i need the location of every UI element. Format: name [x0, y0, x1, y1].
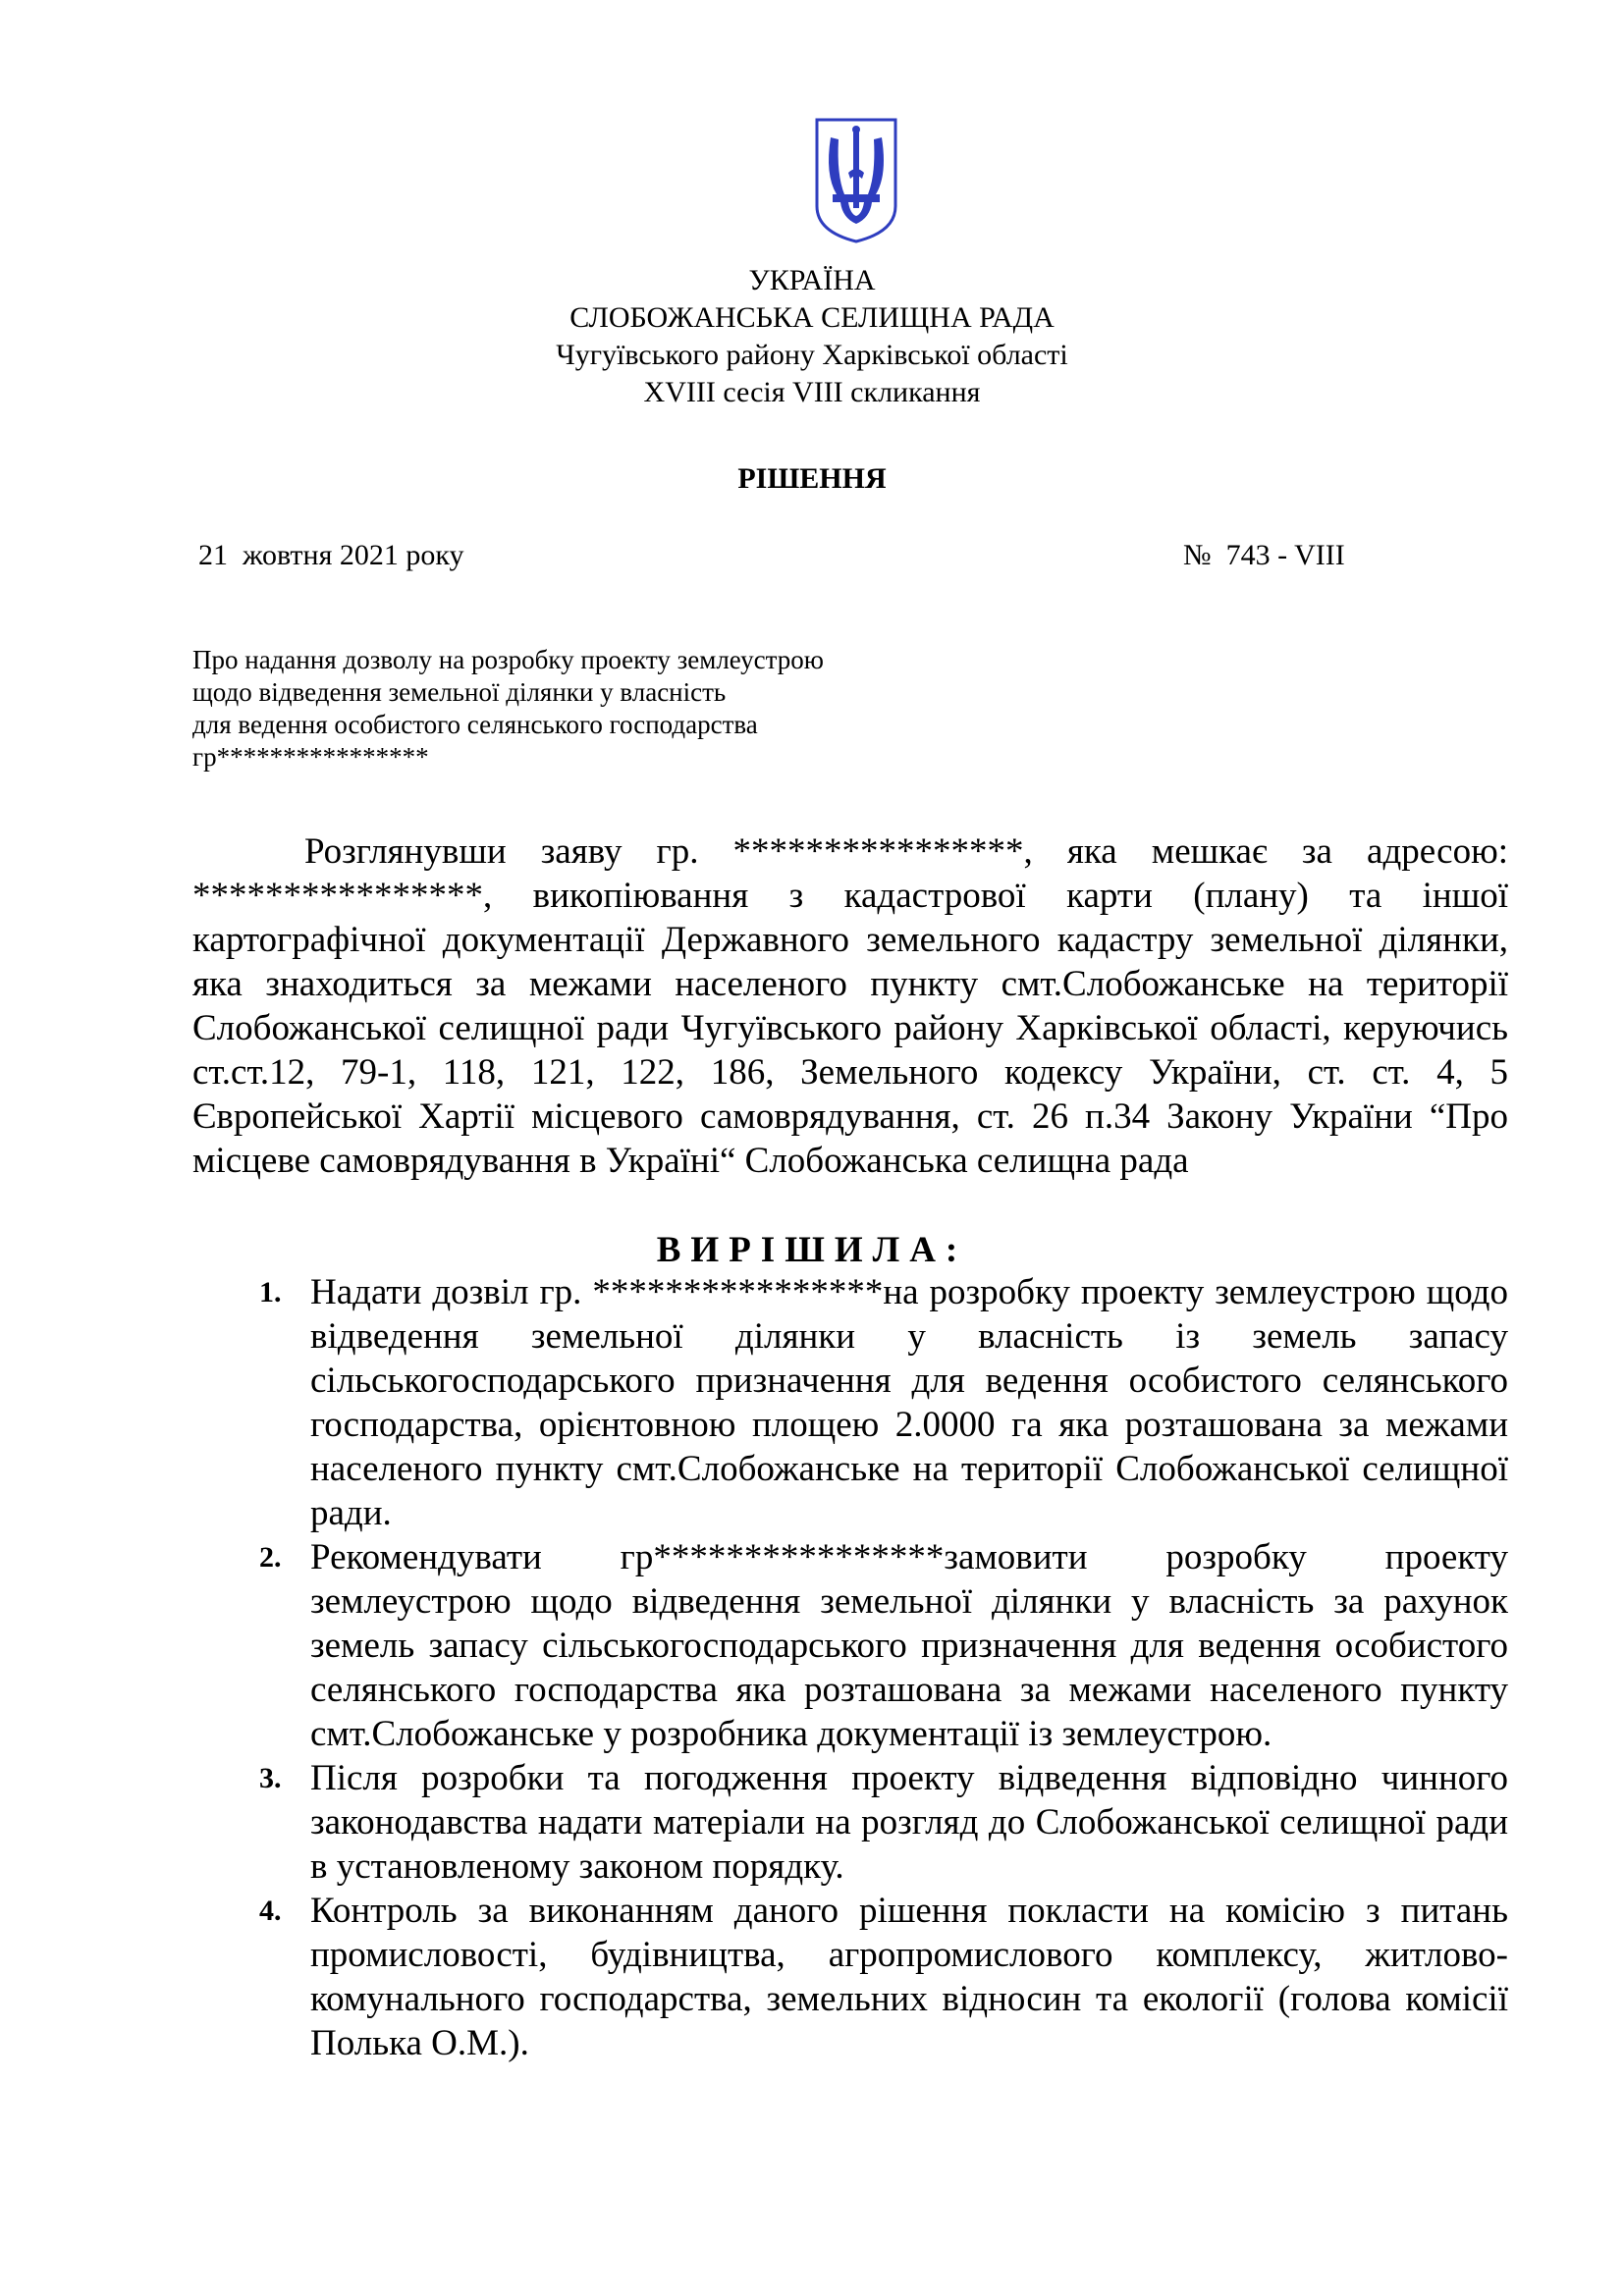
item-text: Контроль за виконанням даного рішення покласти на комісію з питань промисловості, будівництва, агропромислового комплексу, житлово-комунального господарства, земельних відносин та екології (голова комісії Полька О.М.).: [310, 1891, 1508, 2063]
item-number: 4.: [259, 1895, 282, 1927]
item-text: Після розробки та погодження проекту відведення відповідно чинного законодавства надати матеріали на розгляд до Слобожанської селищної ради в установленому законом порядку.: [310, 1758, 1508, 1887]
list-item: [192, 1535, 1508, 1756]
item-text: Рекомендувати гр****************замовити розробку проекту землеустрою щодо відведення земельної ділянки у власність за рахунок земель запасу сільськогосподарського призначення для ведення особистого селянського господарства яка розташована за межами населеного пункту смт.Слобожанське у розробника документації із землеустрою.: [310, 1537, 1508, 1754]
council-name: СЛОБОЖАНСЬКА СЕЛИЩНА РАДА: [569, 301, 1055, 334]
list-item: [192, 1889, 1508, 2065]
list-item: [192, 1756, 1508, 1889]
decision-title: РІШЕННЯ: [737, 462, 887, 495]
coat-of-arms-icon: [813, 116, 899, 245]
country-name: УКРАЇНА: [748, 264, 876, 296]
subject-line: для ведення особистого селянського господарства: [192, 710, 758, 739]
list-item: [192, 1270, 1508, 1535]
decision-number: № 743 - VІІІ: [1183, 539, 1345, 571]
district-name: Чугуївського району Харківської області: [556, 339, 1068, 371]
subject-line: Про надання дозволу на розробку проекту землеустрою: [192, 645, 824, 674]
preamble-paragraph: Розглянувши заяву гр. ****************, яка мешкає за адресою: ****************, викопіювання з кадастрової карти (плану) та іншої картографічної документації Державного земельного кадастру земельної ділянки, яка знаходиться за межами населеного пункту смт.Слобожанське на території Слобожанської селищної ради Чугуївського району Харківської області, керуючись ст.ст.12, 79-1, 118, 121, 122, 186, Земельного кодексу України, ст. ст. 4, 5 Європейської Хартії місцевого самоврядування, ст. 26 п.34 Закону України “Про місцеве самоврядування в Україні“ Слобожанська селищна рада: [192, 831, 1508, 1181]
session-name: XVIII сесія VIII скликання: [643, 376, 981, 408]
item-number: 1.: [259, 1276, 282, 1308]
item-number: 2.: [259, 1541, 282, 1574]
resolved-heading: ВИРІШИЛА:: [656, 1230, 968, 1270]
item-number: 3.: [259, 1762, 282, 1794]
item-text: Надати дозвіл гр. ****************на розробку проекту землеустрою щодо відведення земельної ділянки у власність із земель запасу сільськогосподарського призначення для ведення особистого селянського господарства, орієнтовною площею 2.0000 га яка розташована за межами населеного пункту смт.Слобожанське на території Слобожанської селищної ради.: [310, 1272, 1508, 1533]
decision-date: 21 жовтня 2021 року: [198, 539, 464, 571]
subject-line: щодо відведення земельної ділянки у власність: [192, 677, 727, 707]
subject-line: гр****************: [192, 742, 429, 772]
decision-subject: [192, 644, 824, 774]
decision-items-list: [192, 1270, 1508, 2065]
